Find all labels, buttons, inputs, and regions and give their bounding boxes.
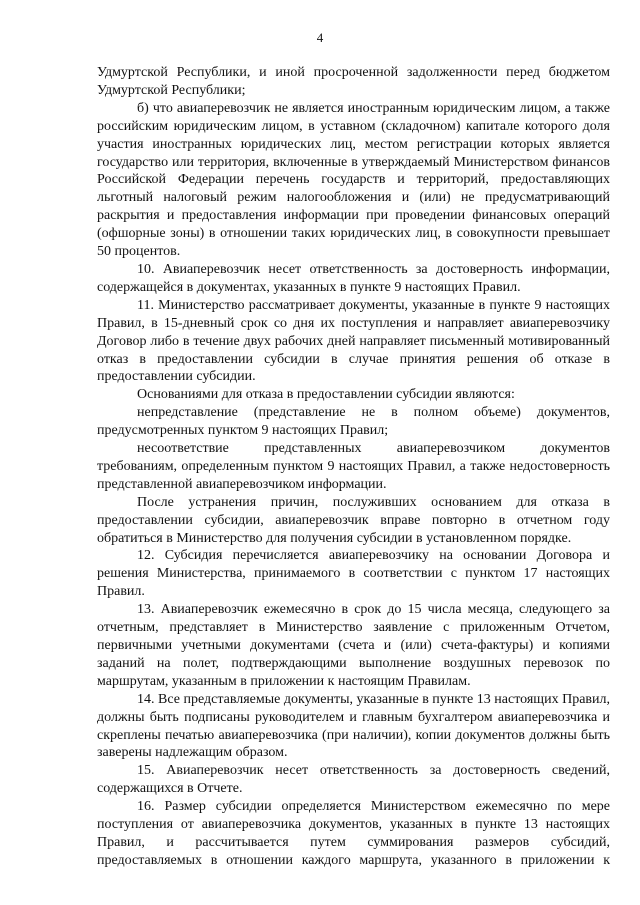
paragraph-ground-noncompliance-cont: требованиям, определенным пунктом 9 настоящих Правил, а также недостоверность представленной авиаперевозчиком информации. [97,458,610,492]
paragraph-clause-11: 11. Министерство рассматривает документы, указанные в пункте 9 настоящих Правил, в 15-дневный срок со дня их поступления и направляет авиаперевозчику Договор либо в течение двух рабочих дней направляет письменный мотивированный отказ в предоставлении субсидии в случае принятия решения об отказе в предоставлении субсидии. [97,297,610,385]
document-body [97,64,610,870]
paragraph-clause-10: 10. Авиаперевозчик несет ответственность за достоверность информации, содержащейся в документах, указанных в пункте 9 настоящих Правил. [97,261,610,295]
paragraph-clause-15: 15. Авиаперевозчик несет ответственность за достоверность сведений, содержащихся в Отчете. [97,763,610,797]
paragraph-clause-16: 16. Размер субсидии определяется Министерством ежемесячно по мере поступления от авиаперевозчика документов, указанных в пункте 13 настоящих Правил, и рассчитывается путем суммирования размеров субсидий, предоставляемых в отношении каждого маршрута, указанного в приложении к [97,799,610,868]
page-number: 4 [316,30,324,45]
paragraph-continuation: Удмуртской Республики, и иной просроченной задолженности перед бюджетом Удмуртской Республики; [97,65,610,98]
paragraph-refusal-grounds: Основаниями для отказа в предоставлении субсидии являются: [137,387,515,403]
paragraph-clause-12: 12. Субсидия перечисляется авиаперевозчику на основании Договора и решения Министерства, принимаемого в соответствии с пунктом 17 настоящих Правил. [97,548,610,600]
paragraph-item-6: б) что авиаперевозчик не является иностранным юридическим лицом, а также российским юридическим лицом, в уставном (складочном) капитале которого доля участия иностранных юридических лиц, местом регистрации которых является государство или территория, включенные в утверждаемый Министерством финансов Российской Федерации перечень государств и территорий, предоставляющих льготный налоговый режим налогообложения и (или) не предусматривающий раскрытия и предоставления информации при проведении финансовых операций (офшорные зоны) в отношении таких юридических лиц, в совокупности превышает 50 процентов. [97,100,610,260]
paragraph-ground-nonsubmission: непредставление (представление не в полном объеме) документов, предусмотренных пунктом 9 настоящих Правил; [97,405,610,439]
paragraph-ground-noncompliance-line1: несоответствие представленных авиаперевозчиком документов [137,441,610,457]
paragraph-clause-14: 14. Все представляемые документы, указанные в пункте 13 настоящих Правил, должны быть подписаны руководителем и главным бухгалтером авиаперевозчика и скреплены печатью авиаперевозчика (при наличии), копии документов должны быть заверены надлежащим образом. [97,691,610,761]
paragraph-reapplication: После устранения причин, послуживших основанием для отказа в предоставлении субсидии, авиаперевозчик вправе повторно в отчетном году обратиться в Министерство для получения субсидии в установленном порядке. [97,494,610,546]
paragraph-clause-13: 13. Авиаперевозчик ежемесячно в срок до 15 числа месяца, следующего за отчетным, представляет в Министерство заявление с приложенным Отчетом, первичными учетными документами (счета и (или) счета-фактуры) и копиями заданий на полет, подтверждающими выполнение воздушных перевозок по маршрутам, указанным в приложении к настоящим Правилам. [97,602,610,689]
